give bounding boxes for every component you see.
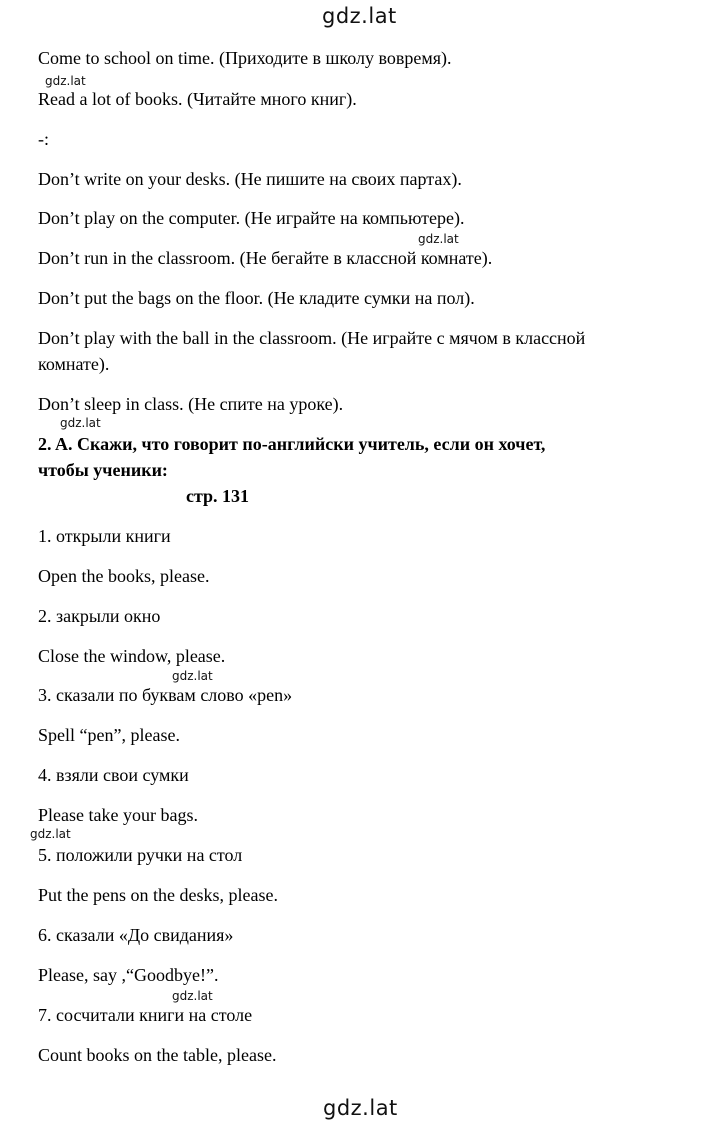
text-line: Read a lot of books. (Читайте много книг). bbox=[38, 89, 357, 109]
text-line: Close the window, please. bbox=[38, 646, 226, 666]
text-line: 6. сказали «До свидания» bbox=[38, 925, 234, 945]
text-line: Please take your bags. bbox=[38, 805, 198, 825]
text-line: Put the pens on the desks, please. bbox=[38, 885, 278, 905]
text-line: Open the books, please. bbox=[38, 566, 210, 586]
task-heading: 2. A. Скажи, что говорит по-английски учитель, если он хочет, bbox=[38, 434, 546, 454]
text-line: Don’t play with the ball in the classroom. (Не играйте с мячом в классной bbox=[38, 328, 586, 348]
text-line: 4. взяли свои сумки bbox=[38, 765, 189, 785]
text-line: Please, say ,“Goodbye!”. bbox=[38, 965, 219, 985]
text-line: Don’t run in the classroom. (Не бегайте в классной комнате). bbox=[38, 248, 493, 268]
text-line: 1. открыли книги bbox=[38, 526, 171, 546]
text-line: Come to school on time. (Приходите в школу вовремя). bbox=[38, 48, 452, 68]
text-line: Don’t put the bags on the floor. (Не кладите сумки на пол). bbox=[38, 288, 475, 308]
inline-watermark: gdz.lat bbox=[45, 74, 86, 88]
text-line: Spell “pen”, please. bbox=[38, 725, 180, 745]
inline-watermark: gdz.lat bbox=[172, 989, 213, 1003]
page-reference: стр. 131 bbox=[186, 486, 250, 506]
text-line: 2. закрыли окно bbox=[38, 606, 161, 626]
inline-watermark: gdz.lat bbox=[418, 232, 459, 246]
header-watermark: gdz.lat bbox=[322, 4, 397, 28]
text-line: 7. сосчитали книги на столе bbox=[38, 1005, 253, 1025]
text-line: 5. положили ручки на стол bbox=[38, 845, 243, 865]
text-line: Don’t write on your desks. (Не пишите на своих партах). bbox=[38, 169, 462, 189]
text-line: -: bbox=[38, 129, 49, 149]
footer-watermark: gdz.lat bbox=[323, 1096, 398, 1120]
text-line: 3. сказали по буквам слово «pen» bbox=[38, 685, 293, 705]
inline-watermark: gdz.lat bbox=[30, 827, 71, 841]
text-line: Count books on the table, please. bbox=[38, 1045, 277, 1065]
inline-watermark: gdz.lat bbox=[60, 416, 101, 430]
text-line: Don’t play on the computer. (Не играйте на компьютере). bbox=[38, 208, 465, 228]
text-line: комнате). bbox=[38, 354, 110, 374]
text-line: Don’t sleep in class. (Не спите на уроке). bbox=[38, 394, 344, 414]
task-heading: чтобы ученики: bbox=[38, 460, 168, 480]
inline-watermark: gdz.lat bbox=[172, 669, 213, 683]
